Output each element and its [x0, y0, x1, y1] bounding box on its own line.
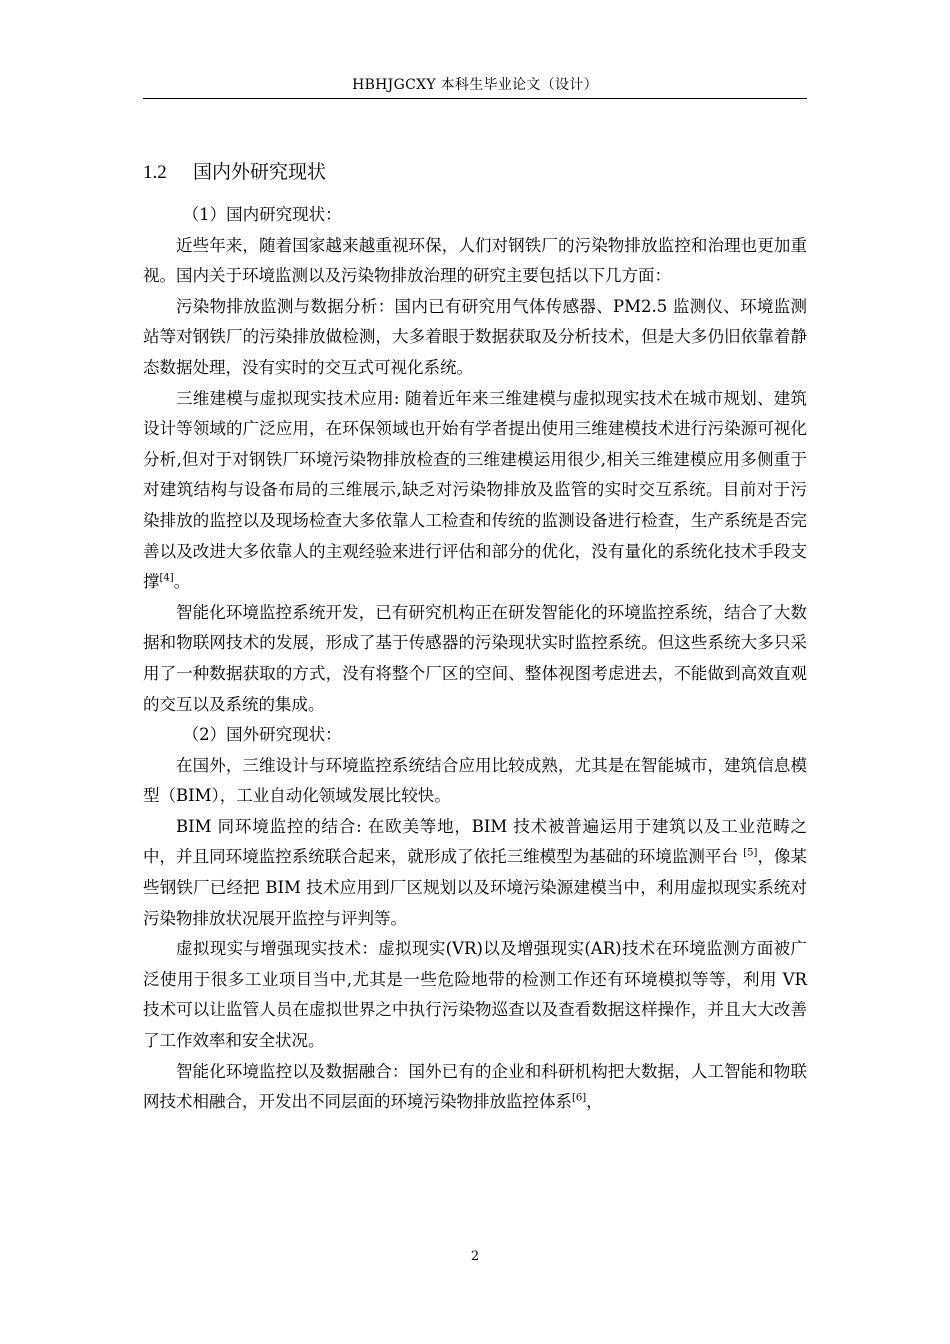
- citation-ref: [4]: [159, 572, 174, 584]
- paragraph: 智能化环境监控系统开发，已有研究机构正在研发智能化的环境监控系统，结合了大数据和物联网技术的发展，形成了基于传感器的污染现状实时监控系统。但这些系统大多只采用了一种数据获取的方式，没有将整个厂区的空间、整体视图考虑进去，不能做到高效直观的交互以及系统的集成。: [143, 602, 807, 714]
- paragraph: [143, 1057, 807, 1118]
- citation-ref: [6]: [572, 1092, 587, 1104]
- section-heading: [143, 157, 807, 188]
- subheading-foreign: （2）国外研究现状：: [182, 725, 342, 745]
- body-text: [143, 200, 807, 1118]
- paragraph: 在国外，三维设计与环境监控系统结合应用比较成熟，尤其是在智能城市，建筑信息模型（BIM），工业自动化领域发展比较快。: [143, 755, 807, 806]
- paragraph-text: ，像某些钢铁厂已经把 BIM 技术应用到厂区规划以及环境污染源建模当中，利用虚拟现实系统对污染物排放状况展开监控与评判等。: [143, 847, 808, 928]
- citation-ref: [5]: [743, 847, 758, 859]
- header-rule: [143, 98, 807, 99]
- paragraph: 污染物排放监测与数据分析：国内已有研究用气体传感器、PM2.5 监测仪、环境监测站等对钢铁厂的污染排放做检测，大多着眼于数据获取及分析技术，但是大多仍旧依靠着静态数据处理，没有实时的交互式可视化系统。: [143, 296, 807, 377]
- paragraph-text: 智能化环境监控以及数据融合：国外已有的企业和科研机构把大数据，人工智能和物联网技术相融合，开发出不同层面的环境污染物排放监控体系: [143, 1061, 807, 1112]
- paragraph-text: ，: [586, 1092, 603, 1112]
- paragraph-text: 三维建模与虚拟现实技术应用: 随着近年来三维建模与虚拟现实技术在城市规划、建筑设计等领域的广泛应用，在环保领域也开始有学者提出使用三维建模技术进行污染源可视化分析,但对于对钢铁厂环境污染物排放检查的三维建模运用很少,相关三维建模应用多侧重于对建筑结构与设备布局的三维展示,缺乏对污染物排放及监管的实时交互系统。目前对于污染排放的监控以及现场检查大多依靠人工检查和传统的监测设备进行检查，生产系统是否完善以及改进大多依靠人的主观经验来进行评估和部分的优化，没有量化的系统化技术手段支撑: [143, 388, 807, 592]
- paragraph-text: 。: [173, 572, 191, 592]
- paragraph: [143, 812, 807, 934]
- section-title: 国内外研究现状: [193, 161, 327, 183]
- paragraph: 近些年来，随着国家越来越重视环保，人们对钢铁厂的污染物排放监控和治理也更加重视。国内关于环境监测以及污染物排放治理的研究主要包括以下几方面：: [143, 235, 807, 286]
- page-header: HBHJGCXY 本科生毕业论文（设计）: [352, 77, 598, 93]
- subheading-domestic: （1）国内研究现状：: [182, 205, 342, 224]
- section-number: 1.2: [143, 162, 167, 183]
- paragraph: 虚拟现实与增强现实技术：虚拟现实(VR)以及增强现实(AR)技术在环境监测方面被广泛使用于很多工业项目当中,尤其是一些危险地带的检测工作还有环境模拟等等，利用 VR 技术可以让监管人员在虚拟世界之中执行污染物巡查以及查看数据这样操作，并且大大改善了工作效率和安全状况。: [143, 939, 807, 1051]
- paragraph-text: BIM 同环境监控的结合: 在欧美等地，BIM 技术被普遍运用于建筑以及工业范畴之中，并且同环境监控系统联合起来，就形成了依托三维模型为基础的环境监测平台: [143, 816, 807, 867]
- paragraph: [143, 384, 807, 598]
- page-number: 2: [470, 1249, 480, 1264]
